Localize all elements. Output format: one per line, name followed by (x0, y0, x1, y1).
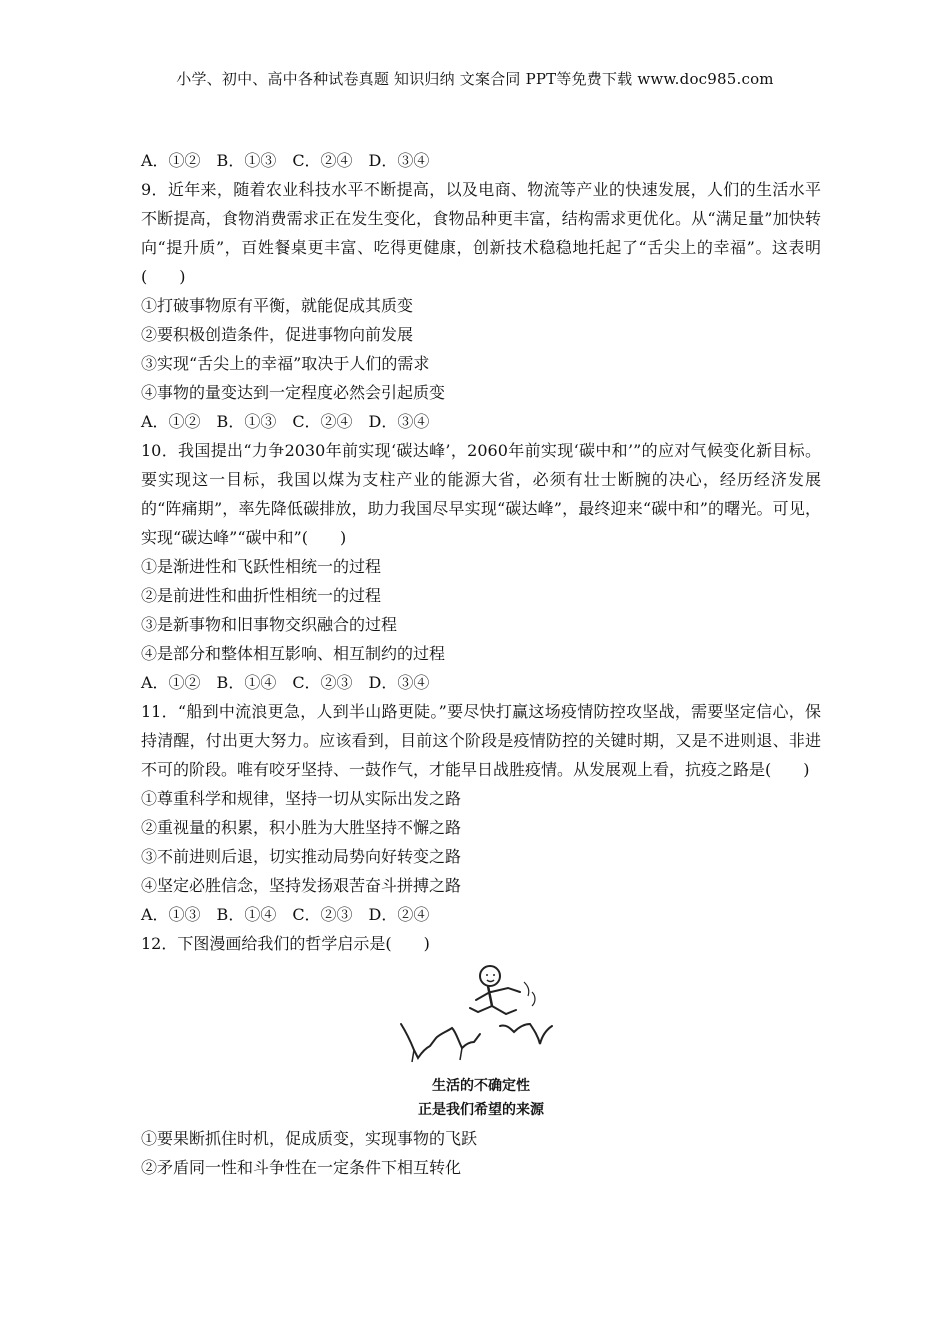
q12-item-1: ①要果断抓住时机，促成质变，实现事物的飞跃 (141, 1129, 478, 1148)
q11-item-2: ②重视量的积累，积小胜为大胜坚持不懈之路 (141, 818, 462, 837)
q8-options: A．①② B．①③ C．②④ D．③④ (141, 151, 430, 170)
q9-stem: 9．近年来，随着农业科技水平不断提高，以及电商、物流等产业的快速发展，人们的生活水平不断提高，食物消费需求正在发生变化，食物品种更丰富，结构需求更优化。从“满足量”加快转向“提升质”，百姓餐桌更丰富、吃得更健康，创新技术稳稳地托起了“舌尖上的幸福”。这表明( ) (141, 180, 821, 286)
q10-item-4: ④是部分和整体相互影响、相互制约的过程 (141, 644, 446, 663)
q11-options: A．①③ B．①④ C．②③ D．②④ (141, 905, 430, 924)
q10-item-1: ①是渐进性和飞跃性相统一的过程 (141, 557, 382, 576)
cartoon-figure (141, 962, 821, 1122)
right-cliff (500, 1024, 552, 1044)
figure-arms (476, 988, 520, 1000)
question-content (141, 146, 821, 1182)
q9-options: A．①② B．①③ C．②④ D．③④ (141, 412, 430, 431)
cartoon-caption-2: 正是我们希望的来源 (418, 1102, 544, 1118)
q11-item-3: ③不前进则后退，切实推动局势向好转变之路 (141, 847, 462, 866)
q9-item-4: ④事物的量变达到一定程度必然会引起质变 (141, 383, 446, 402)
motion-lines (524, 982, 535, 1006)
q10-item-2: ②是前进性和曲折性相统一的过程 (141, 586, 382, 605)
q12-stem: 12．下图漫画给我们的哲学启示是( ) (141, 934, 430, 953)
cartoon-caption-1: 生活的不确定性 (432, 1078, 530, 1094)
q9-item-2: ②要积极创造条件，促进事物向前发展 (141, 325, 414, 344)
q11-item-4: ④坚定必胜信念，坚持发扬艰苦奋斗拼搏之路 (141, 876, 462, 895)
q11-item-1: ①尊重科学和规律，坚持一切从实际出发之路 (141, 789, 462, 808)
q10-stem: 10．我国提出“力争2030年前实现‘碳达峰’，2060年前实现‘碳中和’”的应对气候变化新目标。要实现这一目标，我国以煤为支柱产业的能源大省，必须有壮士断腕的决心，经历经济发展的“阵痛期”，率先降低碳排放，助力我国尽早实现“碳达峰”，最终迎来“碳中和”的曙光。可见，实现“碳达峰”“碳中和”( ) (141, 441, 821, 547)
q12-item-2: ②矛盾同一性和斗争性在一定条件下相互转化 (141, 1158, 462, 1177)
cartoon-drawing (396, 962, 566, 1122)
q10-item-3: ③是新事物和旧事物交织融合的过程 (141, 615, 398, 634)
q9-item-1: ①打破事物原有平衡，就能促成其质变 (141, 296, 414, 315)
page-header: 小学、初中、高中各种试卷真题 知识归纳 文案合同 PPT等免费下载 www.doc985.com (176, 70, 774, 88)
q9-item-3: ③实现“舌尖上的幸福”取决于人们的需求 (141, 354, 430, 373)
figure-head (480, 966, 500, 986)
figure-legs (470, 1006, 516, 1014)
q10-options: A．①② B．①④ C．②③ D．③④ (141, 673, 430, 692)
figure-body (488, 986, 492, 1006)
q11-stem: 11．“船到中流浪更急，人到半山路更陡。”要尽快打赢这场疫情防控攻坚战，需要坚定信心，保持清醒，付出更大努力。应该看到，目前这个阶段是疫情防控的关键时期，又是不进则退、非进不可的阶段。唯有咬牙坚持、一鼓作气，才能早日战胜疫情。从发展观上看，抗疫之路是( ) (141, 702, 821, 779)
